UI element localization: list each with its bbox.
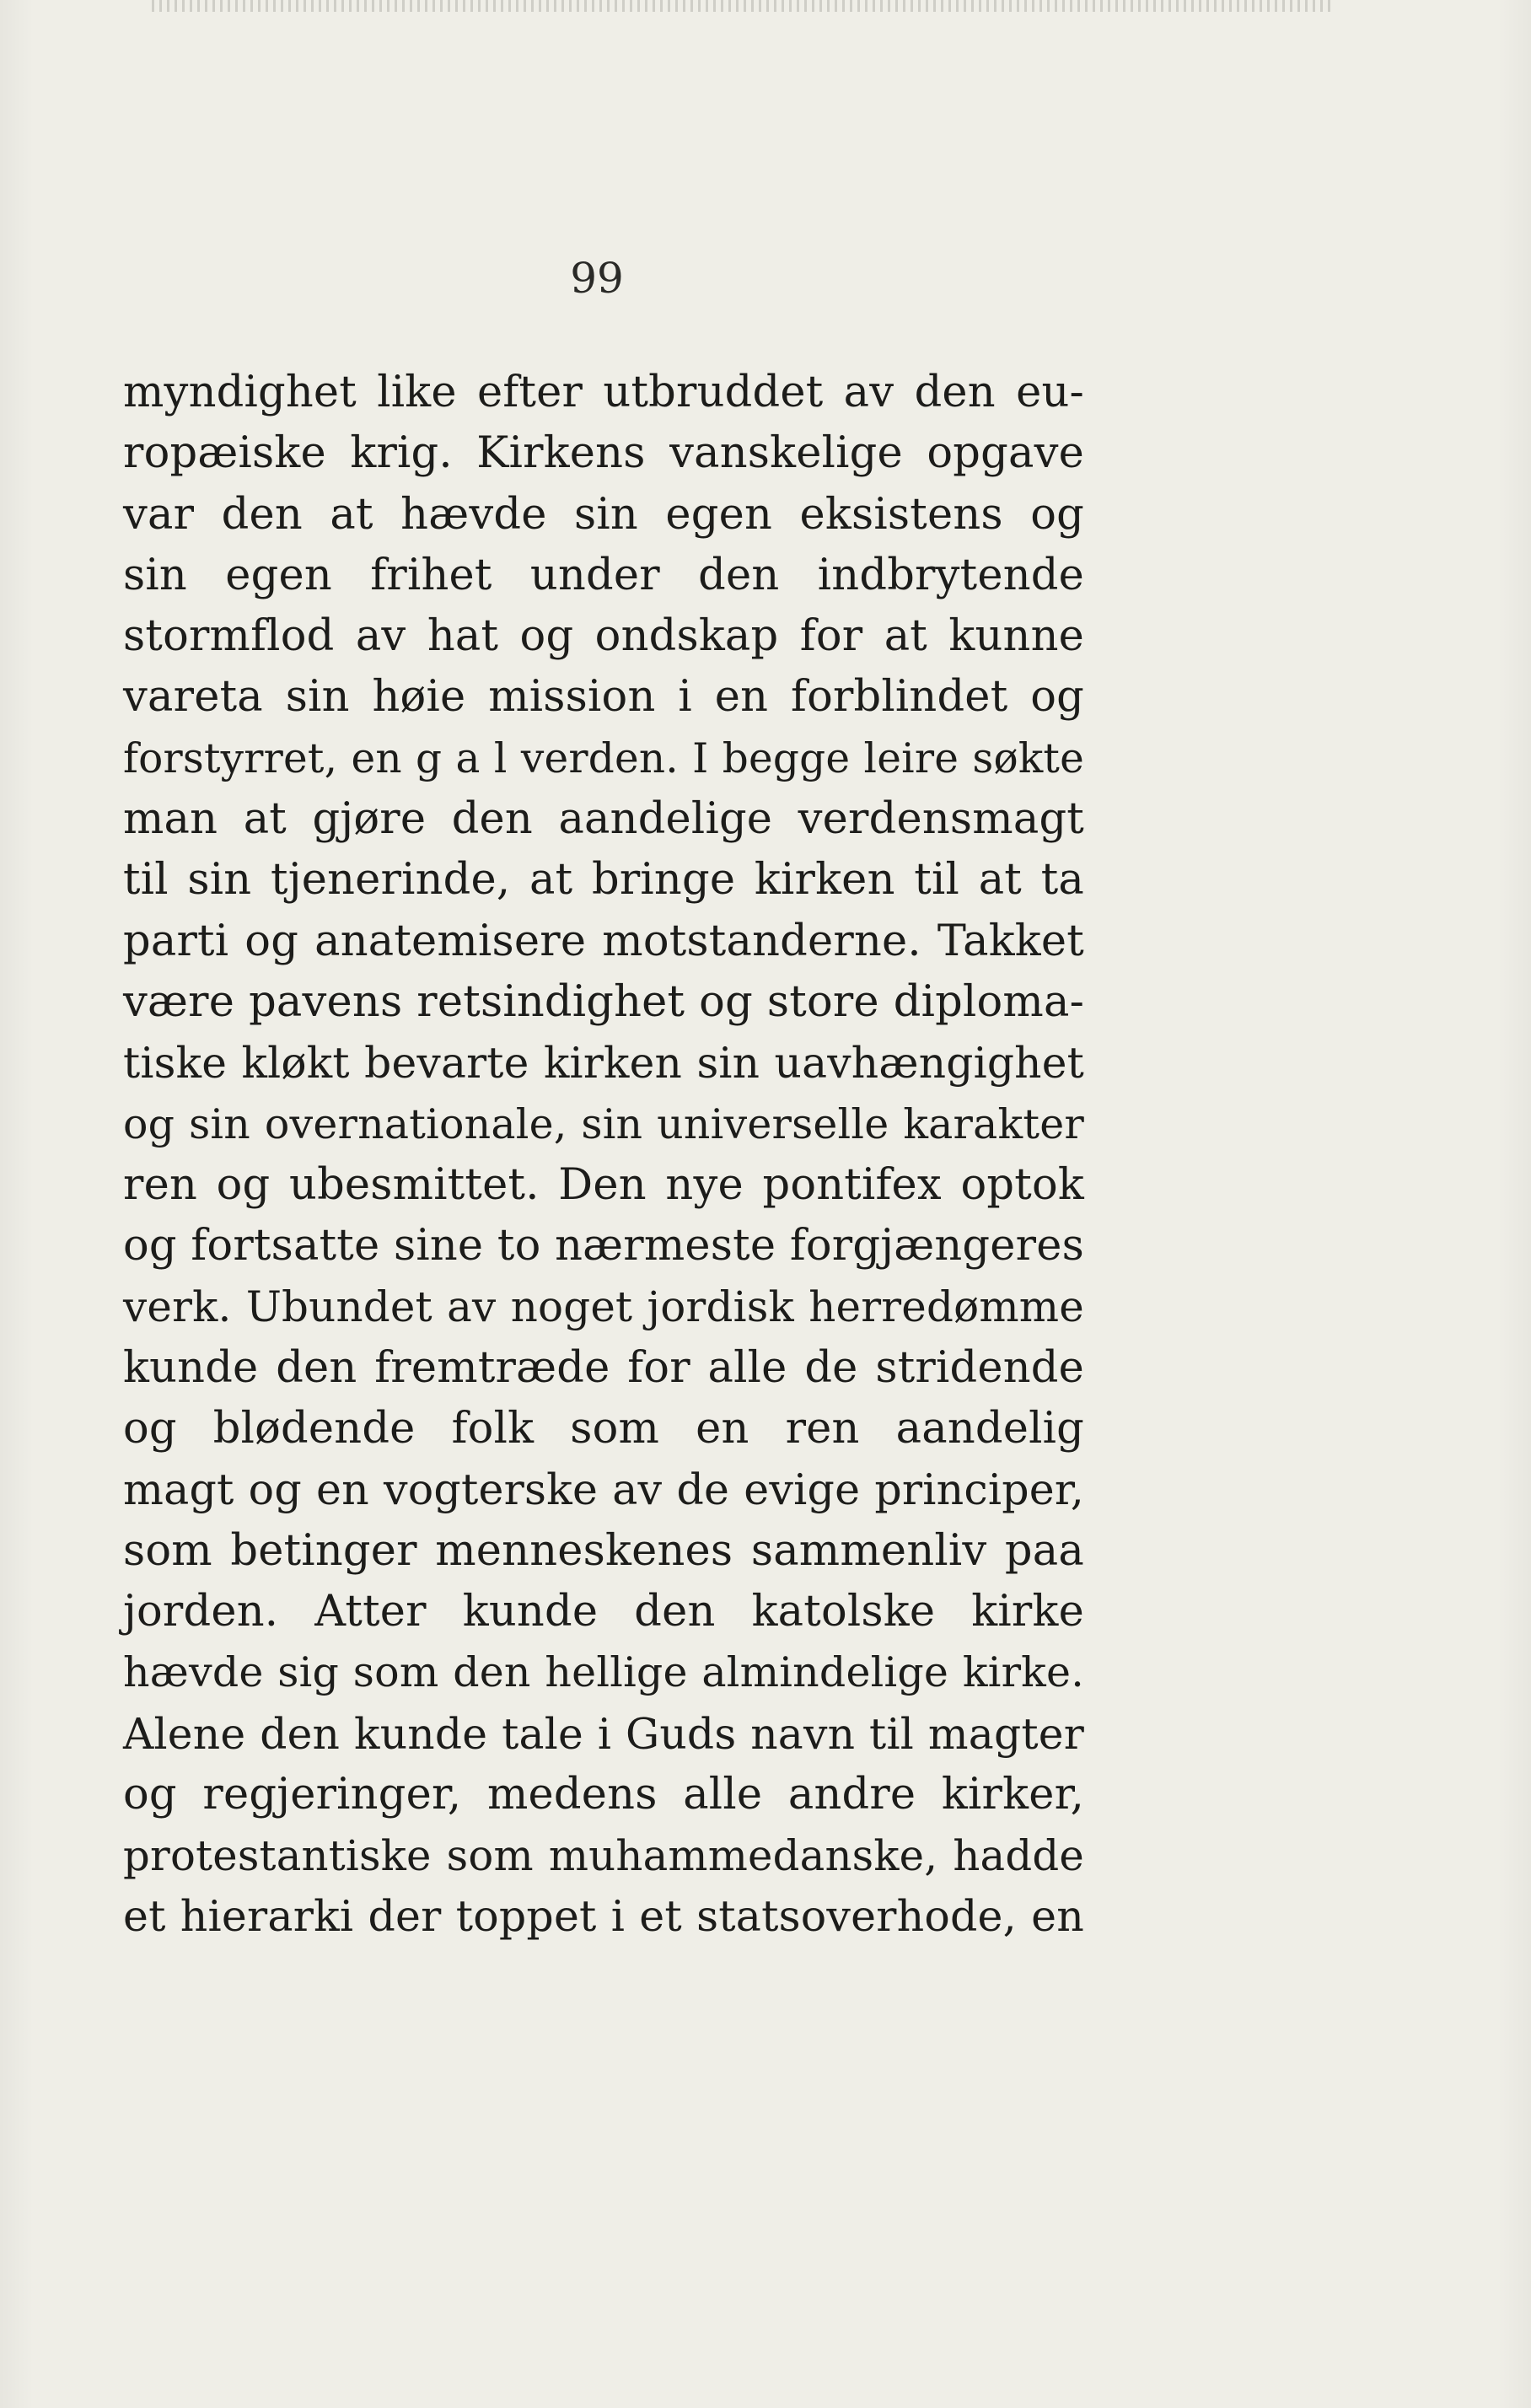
page-top-edge: [152, 0, 1332, 12]
text-line: protestantiske som muhammedanske, hadde: [123, 1831, 1084, 1881]
text-line: vareta sin høie mission i en forblindet og: [123, 672, 1084, 723]
text-line: og fortsatte sine to nærmeste forgjængeres: [123, 1221, 1084, 1271]
text-line: jorden. Atter kunde den katolske kirke: [123, 1586, 1084, 1637]
text-line: Alene den kunde tale i Guds navn til magter: [123, 1708, 1084, 1759]
text-line: parti og anatemisere motstanderne. Takket: [123, 916, 1084, 966]
text-line: og blødende folk som en ren aandelig: [123, 1404, 1084, 1454]
text-line: ropæiske krig. Kirkens vanskelige opgave: [123, 428, 1084, 479]
body-text: [123, 363, 1084, 1948]
text-line: sin egen frihet under den indbrytende: [123, 550, 1084, 600]
text-line: og sin overnationale, sin universelle karakter: [123, 1099, 1084, 1148]
text-line: forstyrret, en g a l verden. I begge leire søkte: [123, 734, 1084, 782]
page-number: 99: [570, 254, 624, 303]
text-line: være pavens retsindighet og store diploma-: [123, 976, 1084, 1027]
text-line: et hierarki der toppet i et statsoverhode, en: [123, 1891, 1084, 1942]
text-line: og regjeringer, medens alle andre kirker,: [123, 1769, 1084, 1819]
text-line: kunde den fremtræde for alle de stridende: [123, 1342, 1084, 1393]
text-line: var den at hævde sin egen eksistens og: [123, 489, 1084, 540]
text-line: som betinger menneskenes sammenliv paa: [123, 1525, 1084, 1576]
text-line: til sin tjenerinde, at bringe kirken til at ta: [123, 855, 1084, 906]
text-line: ren og ubesmittet. Den nye pontifex optok: [123, 1159, 1084, 1210]
text-line: magt og en vogterske av de evige principer,: [123, 1465, 1084, 1515]
text-line: verk. Ubundet av noget jordisk herredømme: [123, 1282, 1084, 1332]
text-line: hævde sig som den hellige almindelige kirke.: [123, 1648, 1084, 1697]
text-line: tiske kløkt bevarte kirken sin uavhængighet: [123, 1038, 1084, 1088]
text-line: myndighet like efter utbruddet av den eu-: [123, 368, 1084, 417]
text-line: stormflod av hat og ondskap for at kunne: [123, 611, 1084, 662]
text-line: man at gjøre den aandelige verdensmagt: [123, 794, 1084, 845]
